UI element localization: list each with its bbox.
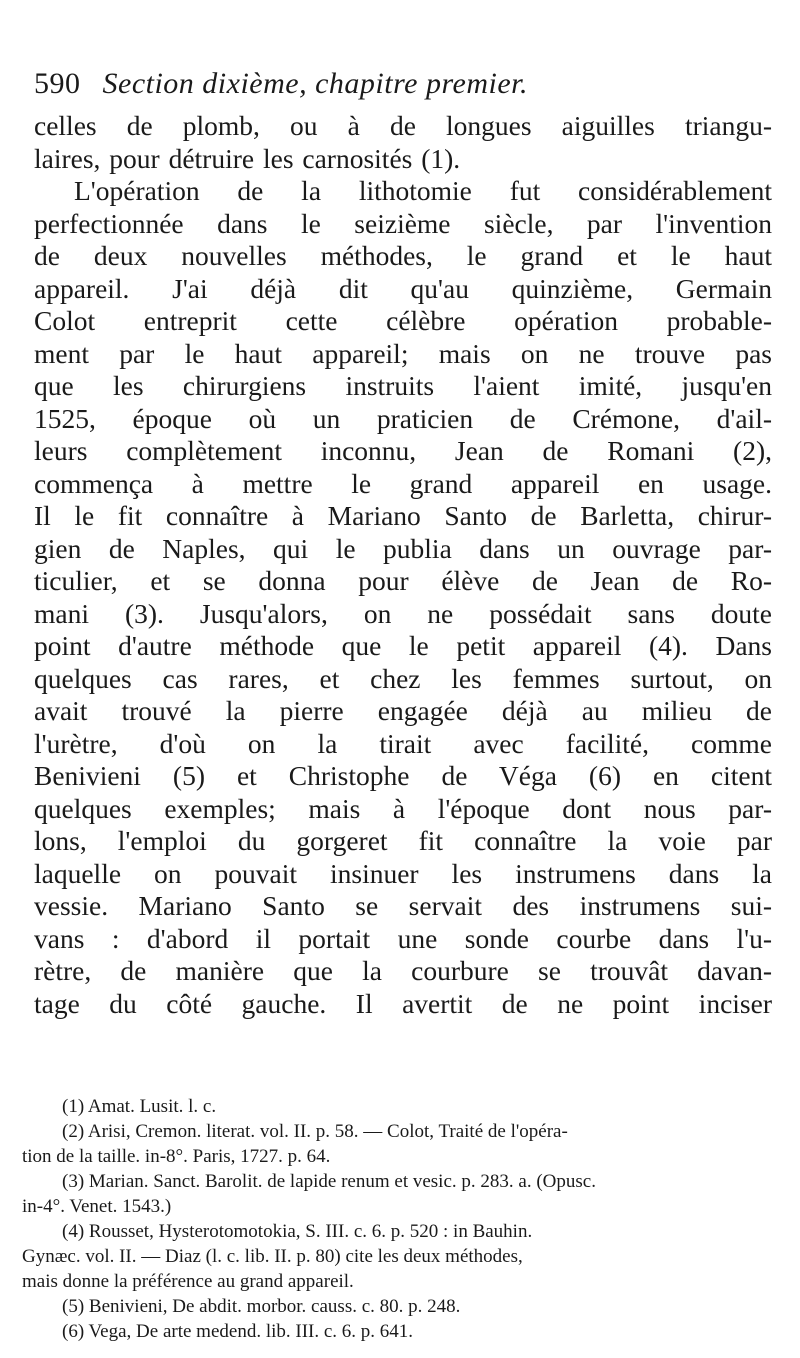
body-text bbox=[34, 110, 772, 1020]
footnote-line: (1) Amat. Lusit. l. c. bbox=[62, 1096, 217, 1117]
footnote-line: (4) Rousset, Hysterotomotokia, S. III. c. 6. p. 520 : in Bauhin. bbox=[62, 1221, 533, 1242]
text-line: ticulier, et se donna pour élève de Jean de Ro- bbox=[34, 565, 772, 596]
text-line: point d'autre méthode que le petit appareil (4). Dans bbox=[34, 630, 772, 661]
page-header bbox=[34, 64, 772, 108]
text-line: Colot entreprit cette célèbre opération probable- bbox=[34, 305, 772, 336]
text-line: perfectionnée dans le seizième siècle, par l'invention bbox=[34, 207, 772, 239]
text-line: gien de Naples, qui le publia dans un ouvrage par- bbox=[34, 532, 772, 564]
text-line: laquelle on pouvait insinuer les instrumens dans la bbox=[34, 857, 772, 889]
running-title: Section dixième, chapitre premier. bbox=[102, 67, 528, 100]
text-line: que les chirurgiens instruits l'aient imité, jusqu'en bbox=[34, 370, 772, 401]
text-line: Il le fit connaître à Mariano Santo de Barletta, chirur- bbox=[34, 500, 772, 531]
footnote-line: in-4°. Venet. 1543.) bbox=[22, 1196, 172, 1217]
text-line: L'opération de la lithotomie fut considérablement bbox=[74, 175, 772, 206]
text-line: rètre, de manière que la courbure se trouvât davan- bbox=[34, 955, 772, 986]
text-line: vans : d'abord il portait une sonde courbe dans l'u- bbox=[34, 922, 772, 954]
footnote-line: tion de la taille. in-8°. Paris, 1727. p. 64. bbox=[22, 1146, 331, 1167]
text-line: ment par le haut appareil; mais on ne trouve pas bbox=[34, 337, 772, 369]
text-line: mani (3). Jusqu'alors, on ne possédait sans doute bbox=[34, 597, 772, 629]
text-line: tage du côté gauche. Il avertit de ne point inciser bbox=[34, 987, 772, 1019]
text-line: commença à mettre le grand appareil en usage. bbox=[34, 467, 772, 499]
footnote-line: (5) Benivieni, De abdit. morbor. causs. c. 80. p. 248. bbox=[62, 1296, 461, 1317]
text-line: vessie. Mariano Santo se servait des instrumens sui- bbox=[34, 890, 772, 921]
text-line: Benivieni (5) et Christophe de Véga (6) en citent bbox=[34, 760, 772, 791]
text-line: de deux nouvelles méthodes, le grand et le haut bbox=[34, 240, 772, 271]
footnote-line: Gynæc. vol. II. — Diaz (l. c. lib. II. p. 80) cite les deux méthodes, bbox=[22, 1246, 523, 1267]
page-number: 590 bbox=[34, 67, 81, 100]
text-line: avait trouvé la pierre engagée déjà au milieu de bbox=[34, 695, 772, 726]
footnote-line: (2) Arisi, Cremon. literat. vol. II. p. 58. — Colot, Traité de l'opéra- bbox=[62, 1121, 568, 1142]
text-line: celles de plomb, ou à de longues aiguilles triangu- bbox=[34, 110, 772, 141]
footnote-line: (3) Marian. Sanct. Barolit. de lapide renum et vesic. p. 283. a. (Opusc. bbox=[62, 1171, 596, 1192]
footnote-line: (6) Vega, De arte medend. lib. III. c. 6. p. 641. bbox=[62, 1321, 414, 1342]
text-line: appareil. J'ai déjà dit qu'au quinzième, Germain bbox=[34, 272, 772, 304]
footnotes bbox=[22, 1094, 766, 1344]
text-line: 1525, époque où un praticien de Crémone, d'ail- bbox=[34, 402, 772, 434]
text-line: l'urètre, d'où on la tirait avec facilité, comme bbox=[34, 727, 772, 759]
footnote-line: mais donne la préférence au grand appareil. bbox=[22, 1271, 354, 1292]
text-line: leurs complètement inconnu, Jean de Romani (2), bbox=[34, 435, 772, 466]
text-line: quelques cas rares, et chez les femmes surtout, on bbox=[34, 662, 772, 694]
text-line: lons, l'emploi du gorgeret fit connaître la voie par bbox=[34, 825, 772, 856]
text-line: quelques exemples; mais à l'époque dont nous par- bbox=[34, 792, 772, 824]
text-line: laires, pour détruire les carnosités (1). bbox=[34, 142, 461, 174]
